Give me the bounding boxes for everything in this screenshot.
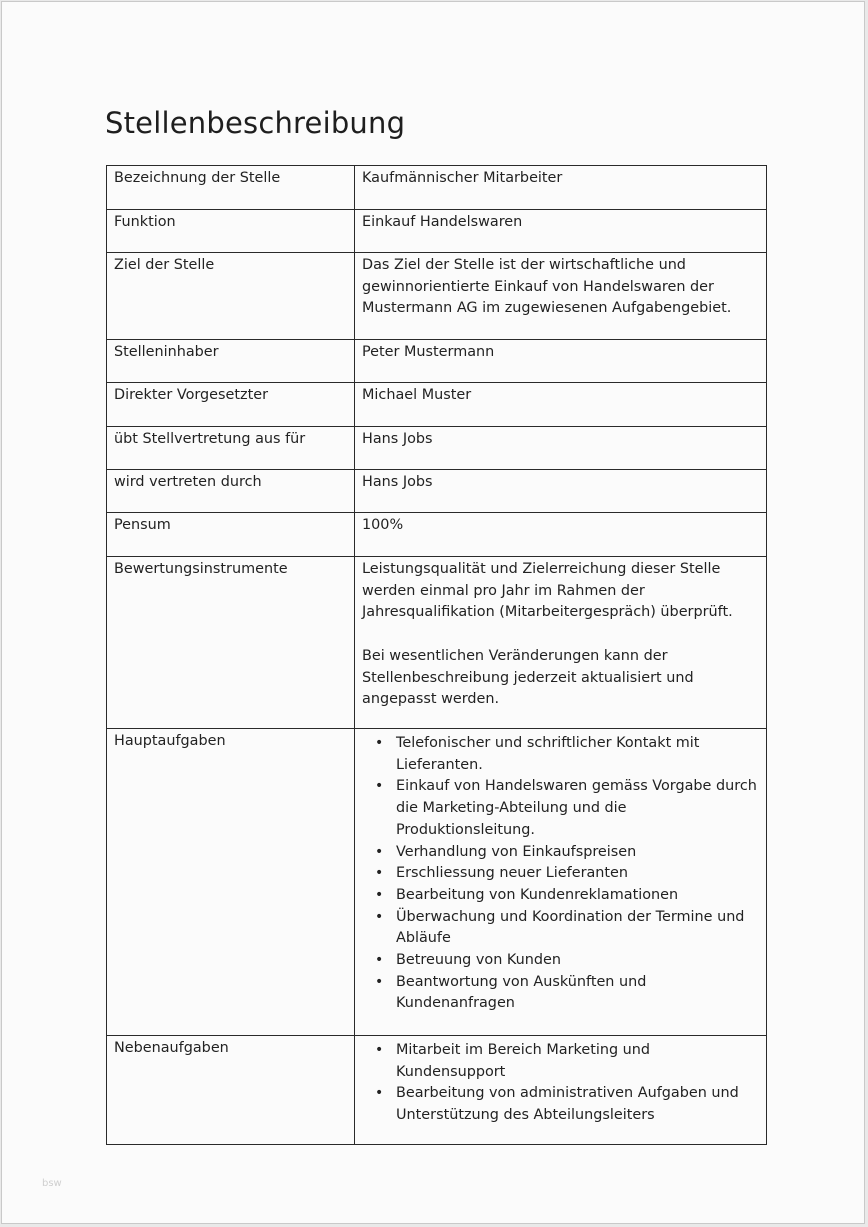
table-row-bewertung: [107, 557, 767, 729]
watermark: bsw: [42, 1178, 62, 1189]
row-value: Das Ziel der Stelle ist der wirtschaftliche und gewinnorientierte Einkauf von Handelswaren der Mustermann AG im zugewiesenen Aufgabengebiet.: [355, 253, 767, 340]
bullet-icon: •: [375, 908, 384, 925]
secondary-tasks-list: [362, 1040, 760, 1127]
list-item: [375, 1040, 760, 1083]
row-value: Michael Muster: [355, 383, 767, 427]
bullet-icon: •: [375, 952, 384, 969]
row-value: [355, 1036, 767, 1145]
bullet-icon: •: [375, 865, 384, 882]
bullet-icon: •: [375, 735, 384, 751]
row-label: übt Stellvertretung aus für: [107, 427, 355, 470]
row-value: Hans Jobs: [355, 427, 767, 470]
row-value: [355, 557, 767, 729]
row-label: Stelleninhaber: [107, 340, 355, 383]
row-value: 100%: [355, 513, 767, 557]
row-value: Hans Jobs: [355, 470, 767, 513]
main-tasks-list: [362, 733, 760, 1015]
table-row-funktion: [107, 210, 767, 253]
list-item: [375, 842, 760, 864]
row-label: Nebenaufgaben: [107, 1036, 355, 1145]
row-label: Bewertungsinstrumente: [107, 557, 355, 729]
bullet-icon: •: [375, 886, 384, 903]
row-label: Hauptaufgaben: [107, 729, 355, 1036]
row-label: wird vertreten durch: [107, 470, 355, 513]
row-label: Pensum: [107, 513, 355, 557]
row-value: Einkauf Handelswaren: [355, 210, 767, 253]
list-item: [375, 1083, 760, 1126]
row-label: Funktion: [107, 210, 355, 253]
row-value: [355, 729, 767, 1036]
list-item: [375, 863, 760, 885]
list-item-text: Erschliessung neuer Lieferanten: [396, 865, 629, 882]
list-item: [375, 885, 760, 907]
list-item-text: Beantwortung von Auskünften und Kundenanfragen: [396, 973, 647, 1012]
table-row-ziel: [107, 253, 767, 340]
job-description-table: [106, 165, 767, 1145]
bullet-icon: •: [375, 778, 384, 795]
list-item: [375, 907, 760, 950]
bullet-icon: •: [375, 1042, 384, 1058]
table-row-stelleninhaber: [107, 340, 767, 383]
list-item-text: Mitarbeit im Bereich Marketing und Kundensupport: [396, 1042, 651, 1080]
row-value: Kaufmännischer Mitarbeiter: [355, 166, 767, 210]
list-item-text: Betreuung von Kunden: [396, 952, 561, 969]
list-item: [375, 972, 760, 1015]
list-item: [375, 950, 760, 972]
list-item-text: Bearbeitung von administrativen Aufgaben und Unterstützung des Abteilungsleiters: [396, 1085, 739, 1124]
list-item-text: Bearbeitung von Kundenreklamationen: [396, 886, 679, 903]
row-label: Direkter Vorgesetzter: [107, 383, 355, 427]
paragraph: Bei wesentlichen Veränderungen kann der Stellenbeschreibung jederzeit aktualisiert und angepasst werden.: [362, 647, 694, 708]
list-item-text: Verhandlung von Einkaufspreisen: [396, 843, 637, 860]
bullet-icon: •: [375, 1085, 384, 1102]
table-row-nebenaufgaben: [107, 1036, 767, 1145]
document-title: Stellenbeschreibung: [105, 106, 406, 140]
paragraph: Leistungsqualität und Zielerreichung dieser Stelle werden einmal pro Jahr im Rahmen der Jahresqualifikation (Mitarbeitergespräch) überprüft.: [362, 561, 733, 621]
list-item-text: Überwachung und Koordination der Termine und Abläufe: [396, 908, 745, 947]
list-item: [375, 776, 760, 841]
table-row-hauptaufgaben: [107, 729, 767, 1036]
row-label: Bezeichnung der Stelle: [107, 166, 355, 210]
document-page: [1, 1, 865, 1224]
list-item-text: Einkauf von Handelswaren gemäss Vorgabe durch die Marketing-Abteilung und die Produktionsleitung.: [396, 778, 757, 838]
table-row-bezeichnung: [107, 166, 767, 210]
list-item: [375, 733, 760, 776]
table-row-vorgesetzter: [107, 383, 767, 427]
bullet-icon: •: [375, 973, 384, 990]
table-row-vertreten: [107, 470, 767, 513]
bullet-icon: •: [375, 843, 384, 860]
table-row-pensum: [107, 513, 767, 557]
row-label: Ziel der Stelle: [107, 253, 355, 340]
row-value: Peter Mustermann: [355, 340, 767, 383]
table-row-stellvertretung: [107, 427, 767, 470]
list-item-text: Telefonischer und schriftlicher Kontakt mit Lieferanten.: [396, 735, 700, 773]
